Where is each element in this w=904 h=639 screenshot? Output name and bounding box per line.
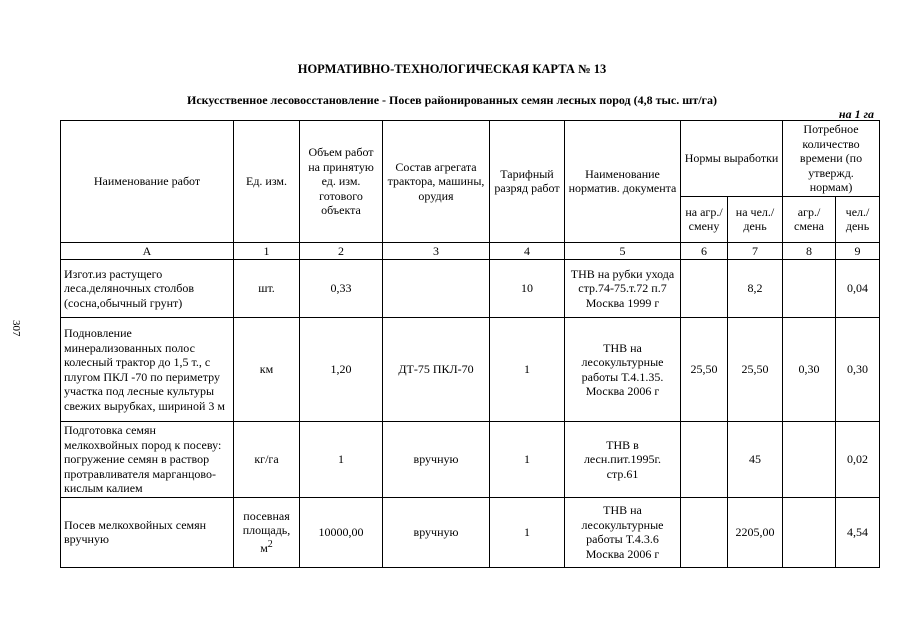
unit-cell [234, 497, 300, 567]
unit-text: посевная площадь, м [242, 508, 291, 555]
time-person-cell: 0,02 [836, 422, 880, 498]
column-number: 9 [836, 242, 880, 260]
page-number: 307 [10, 320, 22, 337]
column-number: 6 [681, 242, 728, 260]
table-row [61, 497, 880, 567]
unit-cell: кг/га [234, 422, 300, 498]
header-grade: Тарифный разряд работ [490, 121, 565, 243]
grade-cell: 1 [490, 318, 565, 422]
norms-table [60, 120, 880, 568]
column-number: 7 [728, 242, 783, 260]
norm-person-cell: 25,50 [728, 318, 783, 422]
table-row [61, 318, 880, 422]
header-time-per-agr: агр./ смена [783, 196, 836, 242]
norm-agr-cell [681, 260, 728, 318]
unit-cell: км [234, 318, 300, 422]
grade-cell: 1 [490, 422, 565, 498]
unit-cell: шт. [234, 260, 300, 318]
table-row [61, 422, 880, 498]
header-volume: Объем работ на принятую ед. изм. готового объекта [300, 121, 383, 243]
column-number-row [61, 242, 880, 260]
column-number: 8 [783, 242, 836, 260]
time-person-cell: 4,54 [836, 497, 880, 567]
unit-superscript: 2 [267, 538, 273, 550]
column-number: 4 [490, 242, 565, 260]
aggregate-cell: ДТ-75 ПКЛ-70 [383, 318, 490, 422]
norm-agr-cell: 25,50 [681, 318, 728, 422]
volume-cell: 1,20 [300, 318, 383, 422]
column-number: 5 [565, 242, 681, 260]
unit-note: на 1 га [838, 107, 874, 121]
grade-cell: 1 [490, 497, 565, 567]
work-name: Изгот.из растущего леса.деляночных столбов (сосна,обычный грунт) [61, 260, 234, 318]
header-aggregate: Состав агрегата трактора, машины, орудия [383, 121, 490, 243]
header-norms: Нормы выработки [681, 121, 783, 197]
table-row [61, 260, 880, 318]
work-name: Подновление минерализованных полос колесный трактор до 1,5 т., с плугом ПКЛ -70 по периметру участка под лесные культуры свежих вырубках, шириной 3 м [61, 318, 234, 422]
document-cell: ТНВ в лесн.пит.1995г. стр.61 [565, 422, 681, 498]
norm-agr-cell [681, 422, 728, 498]
aggregate-cell: вручную [383, 497, 490, 567]
header-time-per-person: чел./ день [836, 196, 880, 242]
header-document: Наименование норматив. документа [565, 121, 681, 243]
column-number: А [61, 242, 234, 260]
grade-cell: 10 [490, 260, 565, 318]
header-unit: Ед. изм. [234, 121, 300, 243]
volume-cell: 0,33 [300, 260, 383, 318]
norm-person-cell: 45 [728, 422, 783, 498]
time-person-cell: 0,30 [836, 318, 880, 422]
header-norm-per-agr: на агр./ смену [681, 196, 728, 242]
aggregate-cell: вручную [383, 422, 490, 498]
norm-agr-cell [681, 497, 728, 567]
column-number: 1 [234, 242, 300, 260]
work-name: Подготовка семян мелкохвойных пород к посеву: погружение семян в раствор протравливателя марганцово-кислым калием [61, 422, 234, 498]
time-agr-cell [783, 260, 836, 318]
work-name: Посев мелкохвойных семян вручную [61, 497, 234, 567]
header-time: Потребное количество времени (по утвержд. нормам) [783, 121, 880, 197]
time-agr-cell [783, 422, 836, 498]
time-agr-cell: 0,30 [783, 318, 836, 422]
column-number: 3 [383, 242, 490, 260]
aggregate-cell [383, 260, 490, 318]
norm-person-cell: 2205,00 [728, 497, 783, 567]
header-norm-per-person: на чел./ день [728, 196, 783, 242]
volume-cell: 10000,00 [300, 497, 383, 567]
page-title: НОРМАТИВНО-ТЕХНОЛОГИЧЕСКАЯ КАРТА № 13 [297, 62, 607, 76]
time-person-cell: 0,04 [836, 260, 880, 318]
header-name: Наименование работ [61, 121, 234, 243]
time-agr-cell [783, 497, 836, 567]
page-subtitle: Искусственное лесовосстановление - Посев районированных семян лесных пород (4,8 тыс. шт/га) [187, 93, 717, 107]
document-cell: ТНВ на лесокультурные работы Т.4.3.6 Москва 2006 г [565, 497, 681, 567]
volume-cell: 1 [300, 422, 383, 498]
document-cell: ТНВ на лесокультурные работы Т.4.1.35. Москва 2006 г [565, 318, 681, 422]
document-cell: ТНВ на рубки ухода стр.74-75.т.72 п.7 Москва 1999 г [565, 260, 681, 318]
norm-person-cell: 8,2 [728, 260, 783, 318]
column-number: 2 [300, 242, 383, 260]
